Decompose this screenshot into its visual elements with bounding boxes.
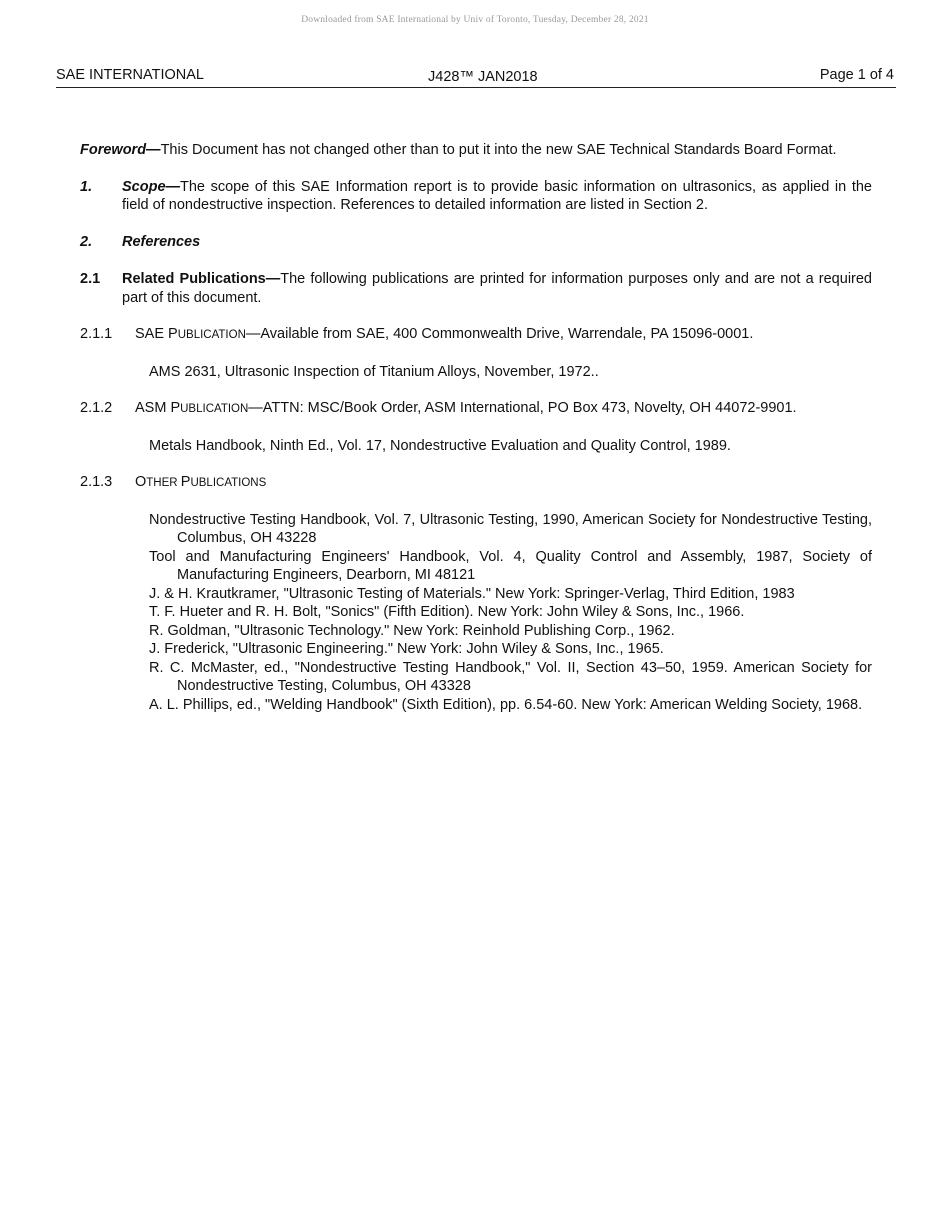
other-publications-number: 2.1.3 (80, 474, 113, 490)
related-publications-text: The following publications are printed for information purposes only and are not a required part of this document. (122, 271, 872, 306)
references-heading (80, 233, 872, 252)
other-publications-list (80, 511, 872, 715)
scope-number: 1. (80, 178, 93, 195)
related-publications-section (80, 270, 872, 307)
reference-item: A. L. Phillips, ed., "Welding Handbook" (Sixth Edition), pp. 6.54-60. New York: American Welding Society, 1968. (149, 696, 863, 713)
asm-publication-section (80, 399, 872, 419)
other-publications-heading (80, 473, 872, 493)
header-organization: SAE INTERNATIONAL (56, 67, 204, 83)
sae-publication-label-cap: SAE P (135, 326, 178, 342)
other-publications-cap2: P (180, 474, 191, 490)
reference-item: Nondestructive Testing Handbook, Vol. 7, Ultrasonic Testing, 1990, American Society for Nondestructive Testing, Columbus, OH 43228 (149, 511, 872, 546)
references-number: 2. (80, 233, 93, 250)
related-publications-label: Related Publications— (122, 271, 281, 287)
download-watermark: Downloaded from SAE International by Univ of Toronto, Tuesday, December 28, 2021 (301, 15, 649, 25)
sae-publication-text: —Available from SAE, 400 Commonwealth Drive, Warrendale, PA 15096-0001. (245, 326, 754, 342)
reference-item: J. & H. Krautkramer, "Ultrasonic Testing of Materials." New York: Springer-Verlag, Third Edition, 1983 (149, 585, 795, 602)
header-page-number: Page 1 of 4 (819, 67, 894, 83)
foreword-text: This Document has not changed other than to put it into the new SAE Technical Standards Board Format. (160, 142, 837, 158)
reference-item: R. Goldman, "Ultrasonic Technology." New York: Reinhold Publishing Corp., 1962. (149, 622, 675, 639)
related-publications-number: 2.1 (80, 271, 101, 287)
sae-publication-item: AMS 2631, Ultrasonic Inspection of Titanium Alloys, November, 1972.. (149, 363, 599, 380)
foreword-label: Foreword— (80, 142, 161, 158)
asm-publication-item: Metals Handbook, Ninth Ed., Vol. 17, Nondestructive Evaluation and Quality Control, 1989. (149, 437, 731, 454)
reference-item: J. Frederick, "Ultrasonic Engineering." New York: John Wiley & Sons, Inc., 1965. (149, 641, 664, 657)
scope-text: The scope of this SAE Information report is to provide basic information on ultrasonics, as applied in the field of nondestructive inspection. References to detailed information are listed in Section 2. (122, 178, 872, 213)
asm-publication-label-small: UBLICATION (180, 403, 249, 415)
references-label: References (122, 233, 201, 250)
reference-item: T. F. Hueter and R. H. Bolt, "Sonics" (Fifth Edition). New York: John Wiley & Sons, Inc., 1966. (149, 604, 745, 620)
asm-publication-label-cap: ASM P (135, 400, 181, 416)
sae-publication-label-small: UBLICATION (177, 329, 246, 341)
scope-label: Scope— (122, 178, 181, 195)
other-publications-cap1: O (135, 474, 147, 490)
reference-item: R. C. McMaster, ed., "Nondestructive Testing Handbook," Vol. II, Section 43–50, 1959. American Society for Nondestructive Testing, Columbus, OH 43328 (149, 659, 872, 694)
sae-publication-section (80, 325, 872, 345)
reference-item: Tool and Manufacturing Engineers' Handbook, Vol. 4, Quality Control and Assembly, 1987, Society of Manufacturing Engineers, Dearborn, MI 48121 (149, 548, 872, 583)
other-publications-small2: UBLICATIONS (190, 477, 267, 489)
asm-publication-number: 2.1.2 (80, 400, 113, 416)
scope-section (80, 178, 872, 215)
asm-publication-text: —ATTN: MSC/Book Order, ASM International, PO Box 473, Novelty, OH 44072-9901. (248, 400, 797, 416)
other-publications-small1: THER (146, 477, 181, 489)
document-body (80, 141, 872, 714)
sae-publication-number: 2.1.1 (80, 326, 113, 342)
foreword-paragraph (80, 141, 872, 160)
header-document-id: J428™ JAN2018 (428, 69, 538, 85)
page-header (56, 66, 896, 88)
